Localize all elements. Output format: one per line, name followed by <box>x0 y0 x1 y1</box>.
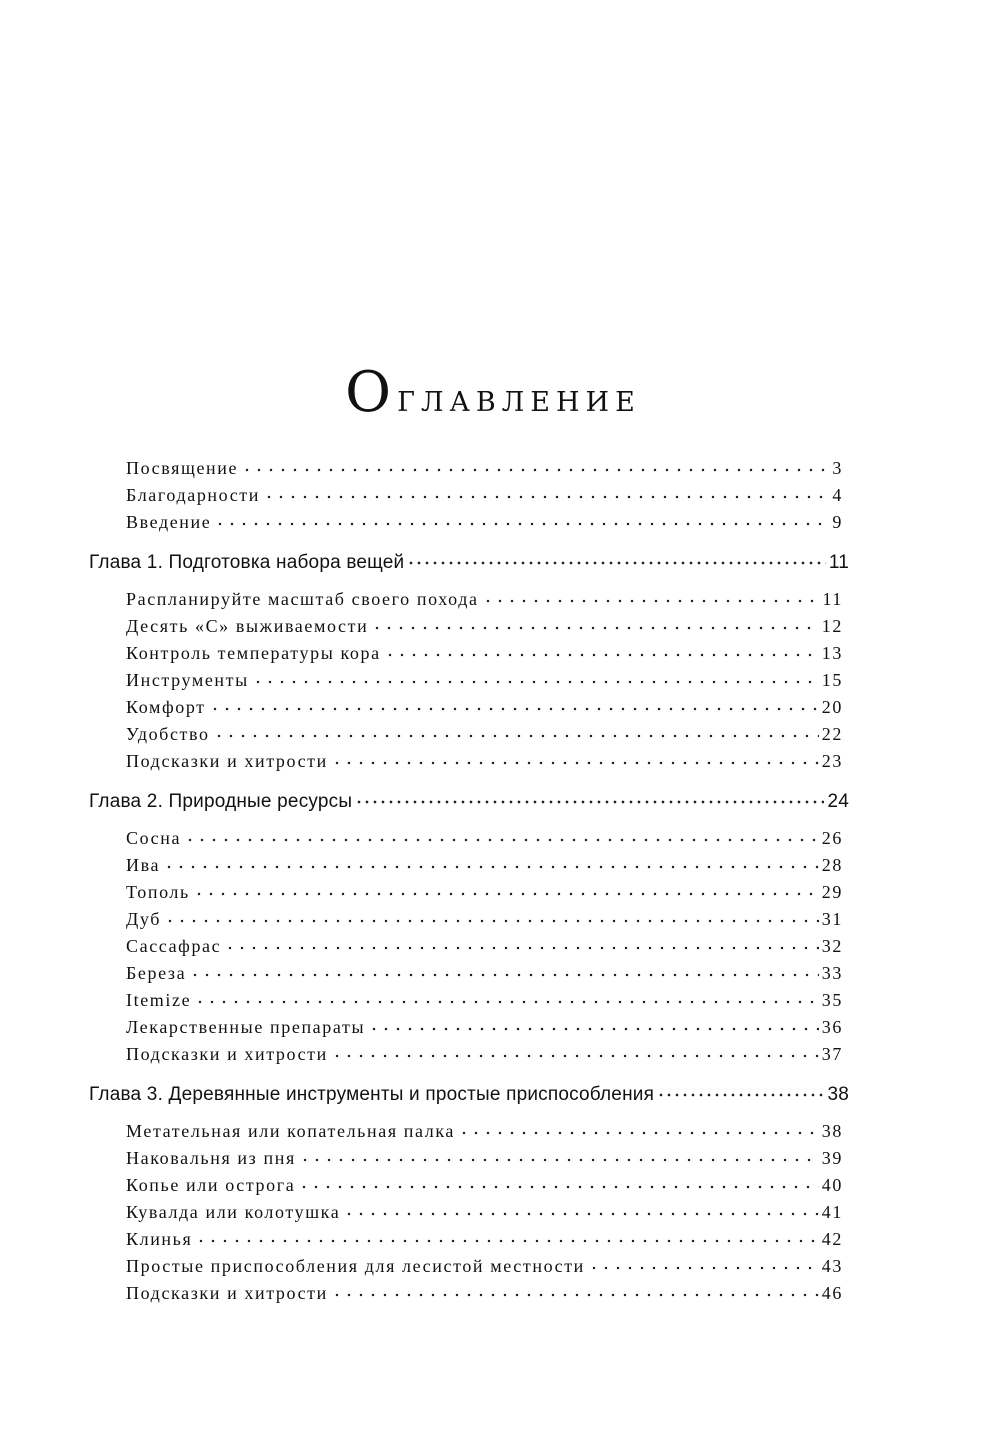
dot-leader <box>194 986 819 1004</box>
dot-leader <box>458 1117 819 1135</box>
toc-entry[interactable] <box>126 1254 843 1281</box>
toc-entry[interactable] <box>126 907 843 934</box>
toc-entry-label: Кувалда или колотушка <box>126 1202 341 1222</box>
toc-entry-page: 29 <box>821 882 843 902</box>
toc-entry-label: Метательная или копательная палка <box>126 1121 456 1141</box>
toc-entry-page: 42 <box>821 1229 843 1249</box>
toc-entry-page: 40 <box>821 1175 843 1195</box>
toc-entry-page: 9 <box>832 512 843 532</box>
dot-leader <box>263 481 829 499</box>
toc-entry-page: 22 <box>821 724 843 744</box>
chapter-page: 11 <box>828 552 849 573</box>
dot-leader <box>189 959 819 977</box>
dot-leader <box>407 546 826 565</box>
toc-entry-label: Введение <box>126 512 212 532</box>
toc-entry-label: Тополь <box>126 882 190 902</box>
dot-leader <box>371 612 818 630</box>
toc-chapter-heading[interactable] <box>89 1081 849 1119</box>
dot-leader <box>355 785 824 804</box>
dot-leader <box>252 666 819 684</box>
toc-entry-page: 38 <box>821 1121 843 1141</box>
toc-entry-page: 33 <box>821 963 843 983</box>
toc-entry-label: Комфорт <box>126 697 206 717</box>
toc-entry[interactable] <box>126 641 843 668</box>
chapter-label: Глава 3. Деревянные инструменты и простые приспособления <box>89 1084 655 1105</box>
toc-entry-page: 4 <box>832 485 843 505</box>
toc-entry[interactable] <box>126 749 843 776</box>
dot-leader <box>343 1198 818 1216</box>
dot-leader <box>195 1225 818 1243</box>
toc-entry-label: Контроль температуры кора <box>126 643 381 663</box>
toc-entry-label: Ива <box>126 855 161 875</box>
table-of-contents <box>0 456 986 1320</box>
dot-leader <box>298 1171 819 1189</box>
toc-entry-label: Береза <box>126 963 187 983</box>
toc-entry-page: 13 <box>821 643 843 663</box>
toc-entry[interactable] <box>126 1227 843 1254</box>
toc-entry[interactable] <box>126 1015 843 1042</box>
dot-leader <box>224 932 819 950</box>
toc-entry-label: Копье или острога <box>126 1175 296 1195</box>
toc-entry-page: 20 <box>821 697 843 717</box>
dot-leader <box>657 1078 824 1097</box>
toc-entry-page: 46 <box>821 1283 843 1303</box>
toc-entry-page: 12 <box>821 616 843 636</box>
toc-entry[interactable] <box>126 1173 843 1200</box>
toc-entry[interactable] <box>126 614 843 641</box>
toc-entry-label: Удобство <box>126 724 210 744</box>
title-rest: главление <box>397 376 641 420</box>
toc-entry-label: Посвящение <box>126 458 239 478</box>
toc-entry[interactable] <box>126 722 843 749</box>
chapter-label: Глава 2. Природные ресурсы <box>89 791 353 812</box>
dot-leader <box>331 747 819 765</box>
toc-entry-page: 32 <box>821 936 843 956</box>
toc-entry-label: Сассафрас <box>126 936 222 956</box>
toc-entry-label: Благодарности <box>126 485 261 505</box>
toc-chapter-heading[interactable] <box>89 788 849 826</box>
toc-entry-page: 11 <box>822 589 843 609</box>
dot-leader <box>588 1252 819 1270</box>
toc-entry-page: 23 <box>821 751 843 771</box>
dot-leader <box>482 585 820 603</box>
toc-entry[interactable] <box>126 1042 843 1069</box>
toc-entry-label: Дуб <box>126 909 161 929</box>
toc-entry-label: Itemize <box>126 990 192 1010</box>
chapter-label: Глава 1. Подготовка набора вещей <box>89 552 405 573</box>
dot-leader <box>209 693 819 711</box>
toc-entry-page: 43 <box>821 1256 843 1276</box>
toc-entry-page: 15 <box>821 670 843 690</box>
toc-entry-label: Десять «С» выживаемости <box>126 616 369 636</box>
toc-entry-label: Клинья <box>126 1229 193 1249</box>
toc-entry[interactable] <box>126 961 843 988</box>
toc-entry[interactable] <box>126 510 843 537</box>
dot-leader <box>384 639 819 657</box>
toc-entry-page: 36 <box>821 1017 843 1037</box>
toc-entry-page: 41 <box>821 1202 843 1222</box>
toc-chapter-heading[interactable] <box>89 549 849 587</box>
toc-entry-label: Сосна <box>126 828 182 848</box>
toc-entry-page: 3 <box>832 458 843 478</box>
toc-entry-label: Лекарственные препараты <box>126 1017 366 1037</box>
toc-entry-page: 37 <box>821 1044 843 1064</box>
dot-leader <box>193 878 819 896</box>
toc-entry[interactable] <box>126 853 843 880</box>
toc-entry-label: Распланируйте масштаб своего похода <box>126 589 479 609</box>
toc-entry[interactable] <box>126 1119 843 1146</box>
toc-entry[interactable] <box>126 934 843 961</box>
toc-entry[interactable] <box>126 988 843 1015</box>
toc-entry-label: Инструменты <box>126 670 249 690</box>
toc-entry[interactable] <box>126 668 843 695</box>
dot-leader <box>163 851 819 869</box>
toc-entry-label: Подсказки и хитрости <box>126 1044 328 1064</box>
toc-entry-page: 39 <box>821 1148 843 1168</box>
toc-entry[interactable] <box>126 483 843 510</box>
toc-entry-label: Подсказки и хитрости <box>126 1283 328 1303</box>
toc-entry[interactable] <box>126 456 843 483</box>
dot-leader <box>299 1144 819 1162</box>
dot-leader <box>184 824 819 842</box>
toc-entry[interactable] <box>126 695 843 722</box>
dot-leader <box>164 905 819 923</box>
toc-entry-label: Подсказки и хитрости <box>126 751 328 771</box>
dot-leader <box>331 1279 819 1297</box>
toc-entry-page: 35 <box>821 990 843 1010</box>
toc-entry[interactable] <box>126 1200 843 1227</box>
dot-leader <box>331 1040 819 1058</box>
toc-entry[interactable] <box>126 587 843 614</box>
page-title <box>0 360 986 425</box>
chapter-page: 38 <box>827 1084 849 1105</box>
toc-entry[interactable] <box>126 1146 843 1173</box>
toc-entry[interactable] <box>126 880 843 907</box>
chapter-3-section <box>0 1081 986 1308</box>
toc-entry-label: Наковальня из пня <box>126 1148 296 1168</box>
dot-leader <box>241 454 829 472</box>
dot-leader <box>214 508 829 526</box>
toc-entry-page: 26 <box>821 828 843 848</box>
toc-entry-label: Простые приспособления для лесистой местности <box>126 1256 585 1276</box>
title-first-letter: О <box>345 360 398 425</box>
chapter-2-section <box>0 788 986 1069</box>
toc-entry-page: 31 <box>821 909 843 929</box>
dot-leader <box>213 720 819 738</box>
chapter-page: 24 <box>827 791 849 812</box>
chapter-1-section <box>0 549 986 776</box>
dot-leader <box>368 1013 819 1031</box>
toc-entry[interactable] <box>126 826 843 853</box>
toc-entry[interactable] <box>126 1281 843 1308</box>
toc-entry-page: 28 <box>821 855 843 875</box>
front-matter <box>0 456 986 537</box>
